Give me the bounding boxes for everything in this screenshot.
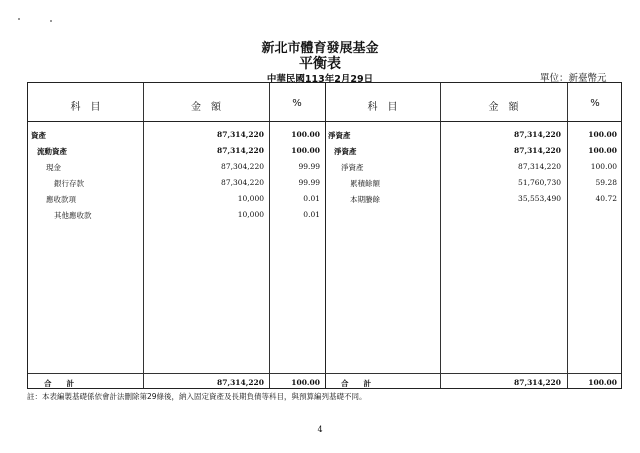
organization-title: 新北市體育發展基金 [261, 41, 379, 56]
column-divider [143, 83, 144, 388]
right-item-amount: 87,314,220 [514, 130, 561, 139]
column-divider [440, 83, 441, 388]
report-date: 中華民國113年2月29日 [266, 74, 374, 85]
right-item-amount: 87,314,220 [518, 162, 561, 171]
header-divider [28, 121, 621, 122]
right-item-amount: 35,553,490 [518, 194, 561, 203]
left-item-label: 流動資產 [37, 147, 67, 156]
left-item-pct: 99.99 [298, 162, 320, 171]
left-item-label: 銀行存款 [54, 179, 84, 188]
document-title: 平衡表 [299, 56, 341, 72]
left-item-pct: 100.00 [291, 146, 320, 155]
right-item-label: 累積餘額 [350, 179, 380, 188]
right-item-amount: 87,314,220 [514, 146, 561, 155]
header-right-pct: % [590, 98, 600, 109]
right-item-label: 淨資產 [328, 131, 351, 140]
footnote: 註：本表編製基礎係依會計法刪除第29條後，納入固定資產及長期負債等科目，與預算編列基礎不同。 [27, 392, 367, 401]
header-right-amount: 金 額 [488, 102, 519, 113]
right-item-label: 本期賸餘 [350, 195, 380, 204]
left-item-amount: 10,000 [237, 210, 264, 219]
currency-unit: 單位：新臺幣元 [540, 73, 607, 84]
left-item-amount: 87,314,220 [217, 146, 264, 155]
left-item-pct: 99.99 [298, 178, 320, 187]
right-item-amount: 51,760,730 [518, 178, 561, 187]
left-item-pct: 100.00 [291, 130, 320, 139]
header-right-item: 科 目 [367, 102, 398, 113]
right-item-label: 淨資產 [341, 163, 364, 172]
left-item-amount: 87,304,220 [221, 178, 264, 187]
total-label-right: 合 計 [341, 379, 371, 388]
left-item-pct: 0.01 [303, 210, 320, 219]
left-item-amount: 87,304,220 [221, 162, 264, 171]
header-left-amount: 金 額 [191, 102, 221, 113]
left-item-label: 現金 [46, 163, 61, 172]
page-number: 4 [317, 425, 323, 434]
column-divider [269, 83, 270, 388]
left-item-label: 其他應收款 [54, 211, 92, 220]
right-item-pct: 100.00 [588, 146, 617, 155]
scan-speck [50, 20, 52, 22]
column-divider [567, 83, 568, 388]
left-item-amount: 10,000 [237, 194, 264, 203]
header-left-item: 科 目 [70, 102, 101, 113]
total-pct-right: 100.00 [588, 378, 617, 387]
total-amount-left: 87,314,220 [217, 378, 264, 387]
right-item-pct: 40.72 [595, 194, 617, 203]
header-left-pct: % [292, 98, 302, 109]
left-item-label: 應收款項 [46, 195, 76, 204]
total-divider [28, 373, 621, 374]
total-pct-left: 100.00 [291, 378, 320, 387]
right-item-pct: 100.00 [590, 162, 617, 171]
scan-speck [18, 18, 20, 20]
total-amount-right: 87,314,220 [514, 378, 561, 387]
left-item-amount: 87,314,220 [217, 130, 264, 139]
left-item-pct: 0.01 [303, 194, 320, 203]
right-item-pct: 100.00 [588, 130, 617, 139]
balance-sheet-table [27, 82, 622, 389]
right-item-label: 淨資產 [334, 147, 357, 156]
section-divider [325, 83, 326, 388]
right-item-pct: 59.28 [595, 178, 617, 187]
left-item-label: 資產 [31, 131, 46, 140]
total-label-left: 合 計 [44, 379, 74, 388]
